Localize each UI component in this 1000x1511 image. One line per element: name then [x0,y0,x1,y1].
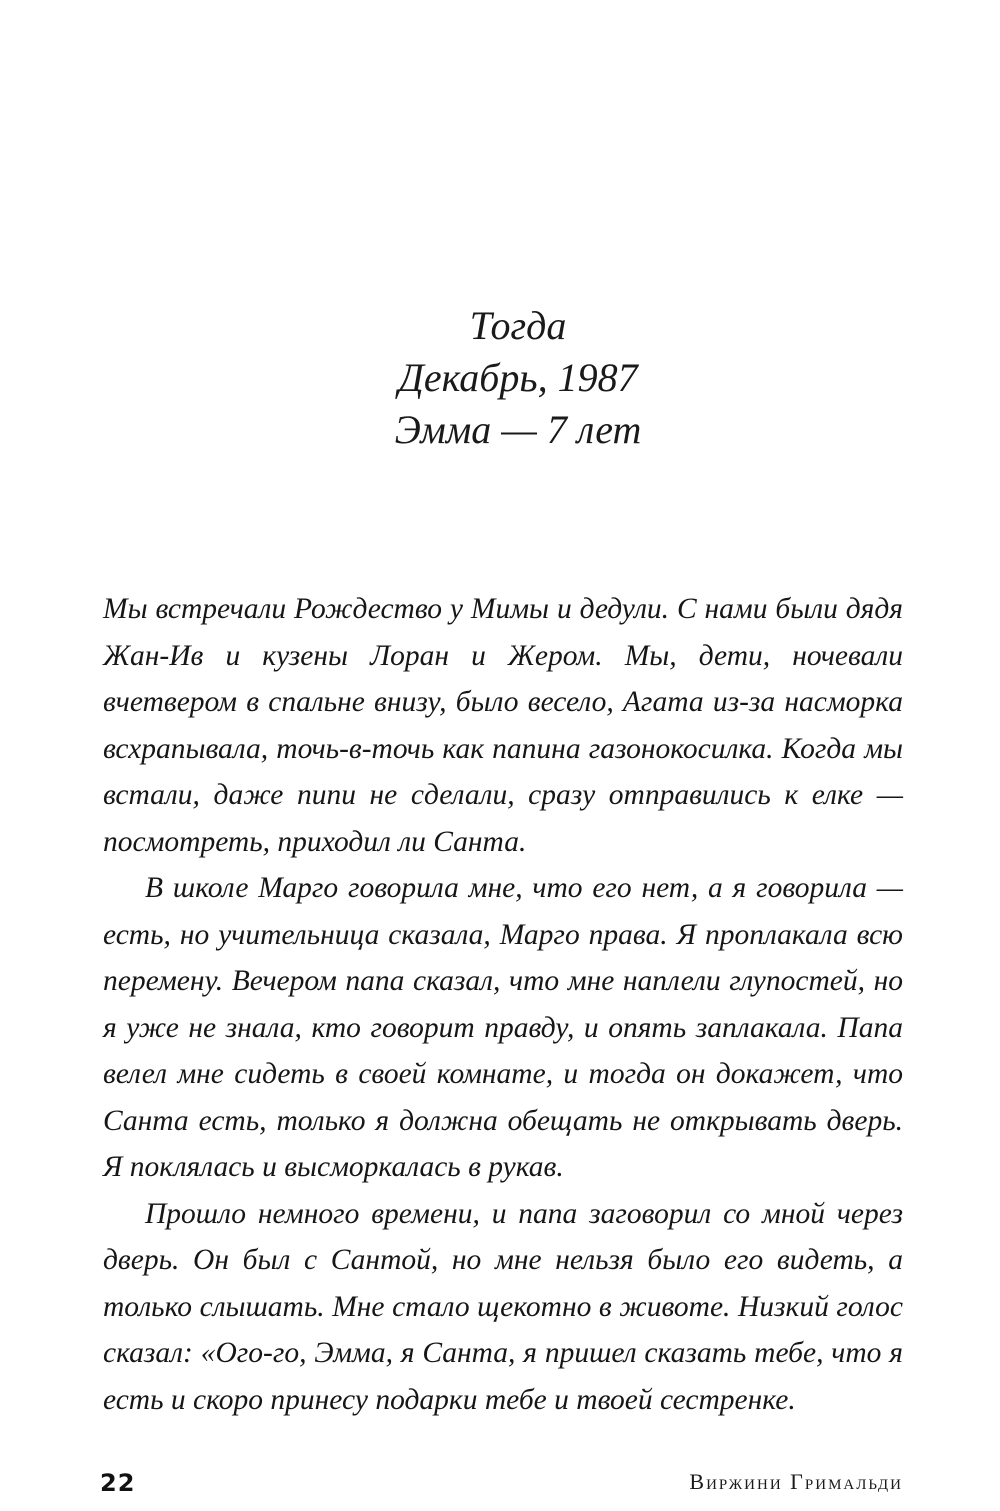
paragraph-2: В школе Марго говорила мне, что его нет, а я говорила — есть, но учительница сказала, Марго права. Я проплакала всю перемену. Вечером папа сказал, что мне наплели глупостей, но я уже не знала, кто говорит правду, и опять заплакала. Папа велел мне сидеть в своей комнате, и тогда он докажет, что Санта есть, только я должна обещать не открывать дверь. Я поклялась и высморкалась в рукав. [103,872,903,1183]
page-number: 22 [100,1469,136,1497]
heading-character-age: Эмма — 7 лет [394,407,642,452]
body-text [103,586,903,1423]
running-author: Виржини Гримальди [689,1469,903,1494]
heading-date: Декабрь, 1987 [398,355,638,400]
heading-time-label: Тогда [469,303,567,348]
paragraph-1: Мы встречали Рождество у Мимы и дедули. С нами были дядя Жан-Ив и кузены Лоран и Жером. Мы, дети, ночевали вчетвером в спальне внизу, было весело, Агата из-за насморка всхрапывала, точь-в-точь как папина газонокосилка. Когда мы встали, даже пипи не сделали, сразу отправились к елке — посмотреть, приходил ли Санта. [103,593,903,858]
chapter-heading [0,300,1000,456]
paragraph-3: Прошло немного времени, и папа заговорил со мной через дверь. Он был с Сантой, но мне нельзя было его видеть, а только слышать. Мне стало щекотно в животе. Низкий голос сказал: «Ого-го, Эмма, я Санта, я пришел сказать тебе, что я есть и скоро принесу подарки тебе и твоей сестренке. [103,1197,903,1416]
